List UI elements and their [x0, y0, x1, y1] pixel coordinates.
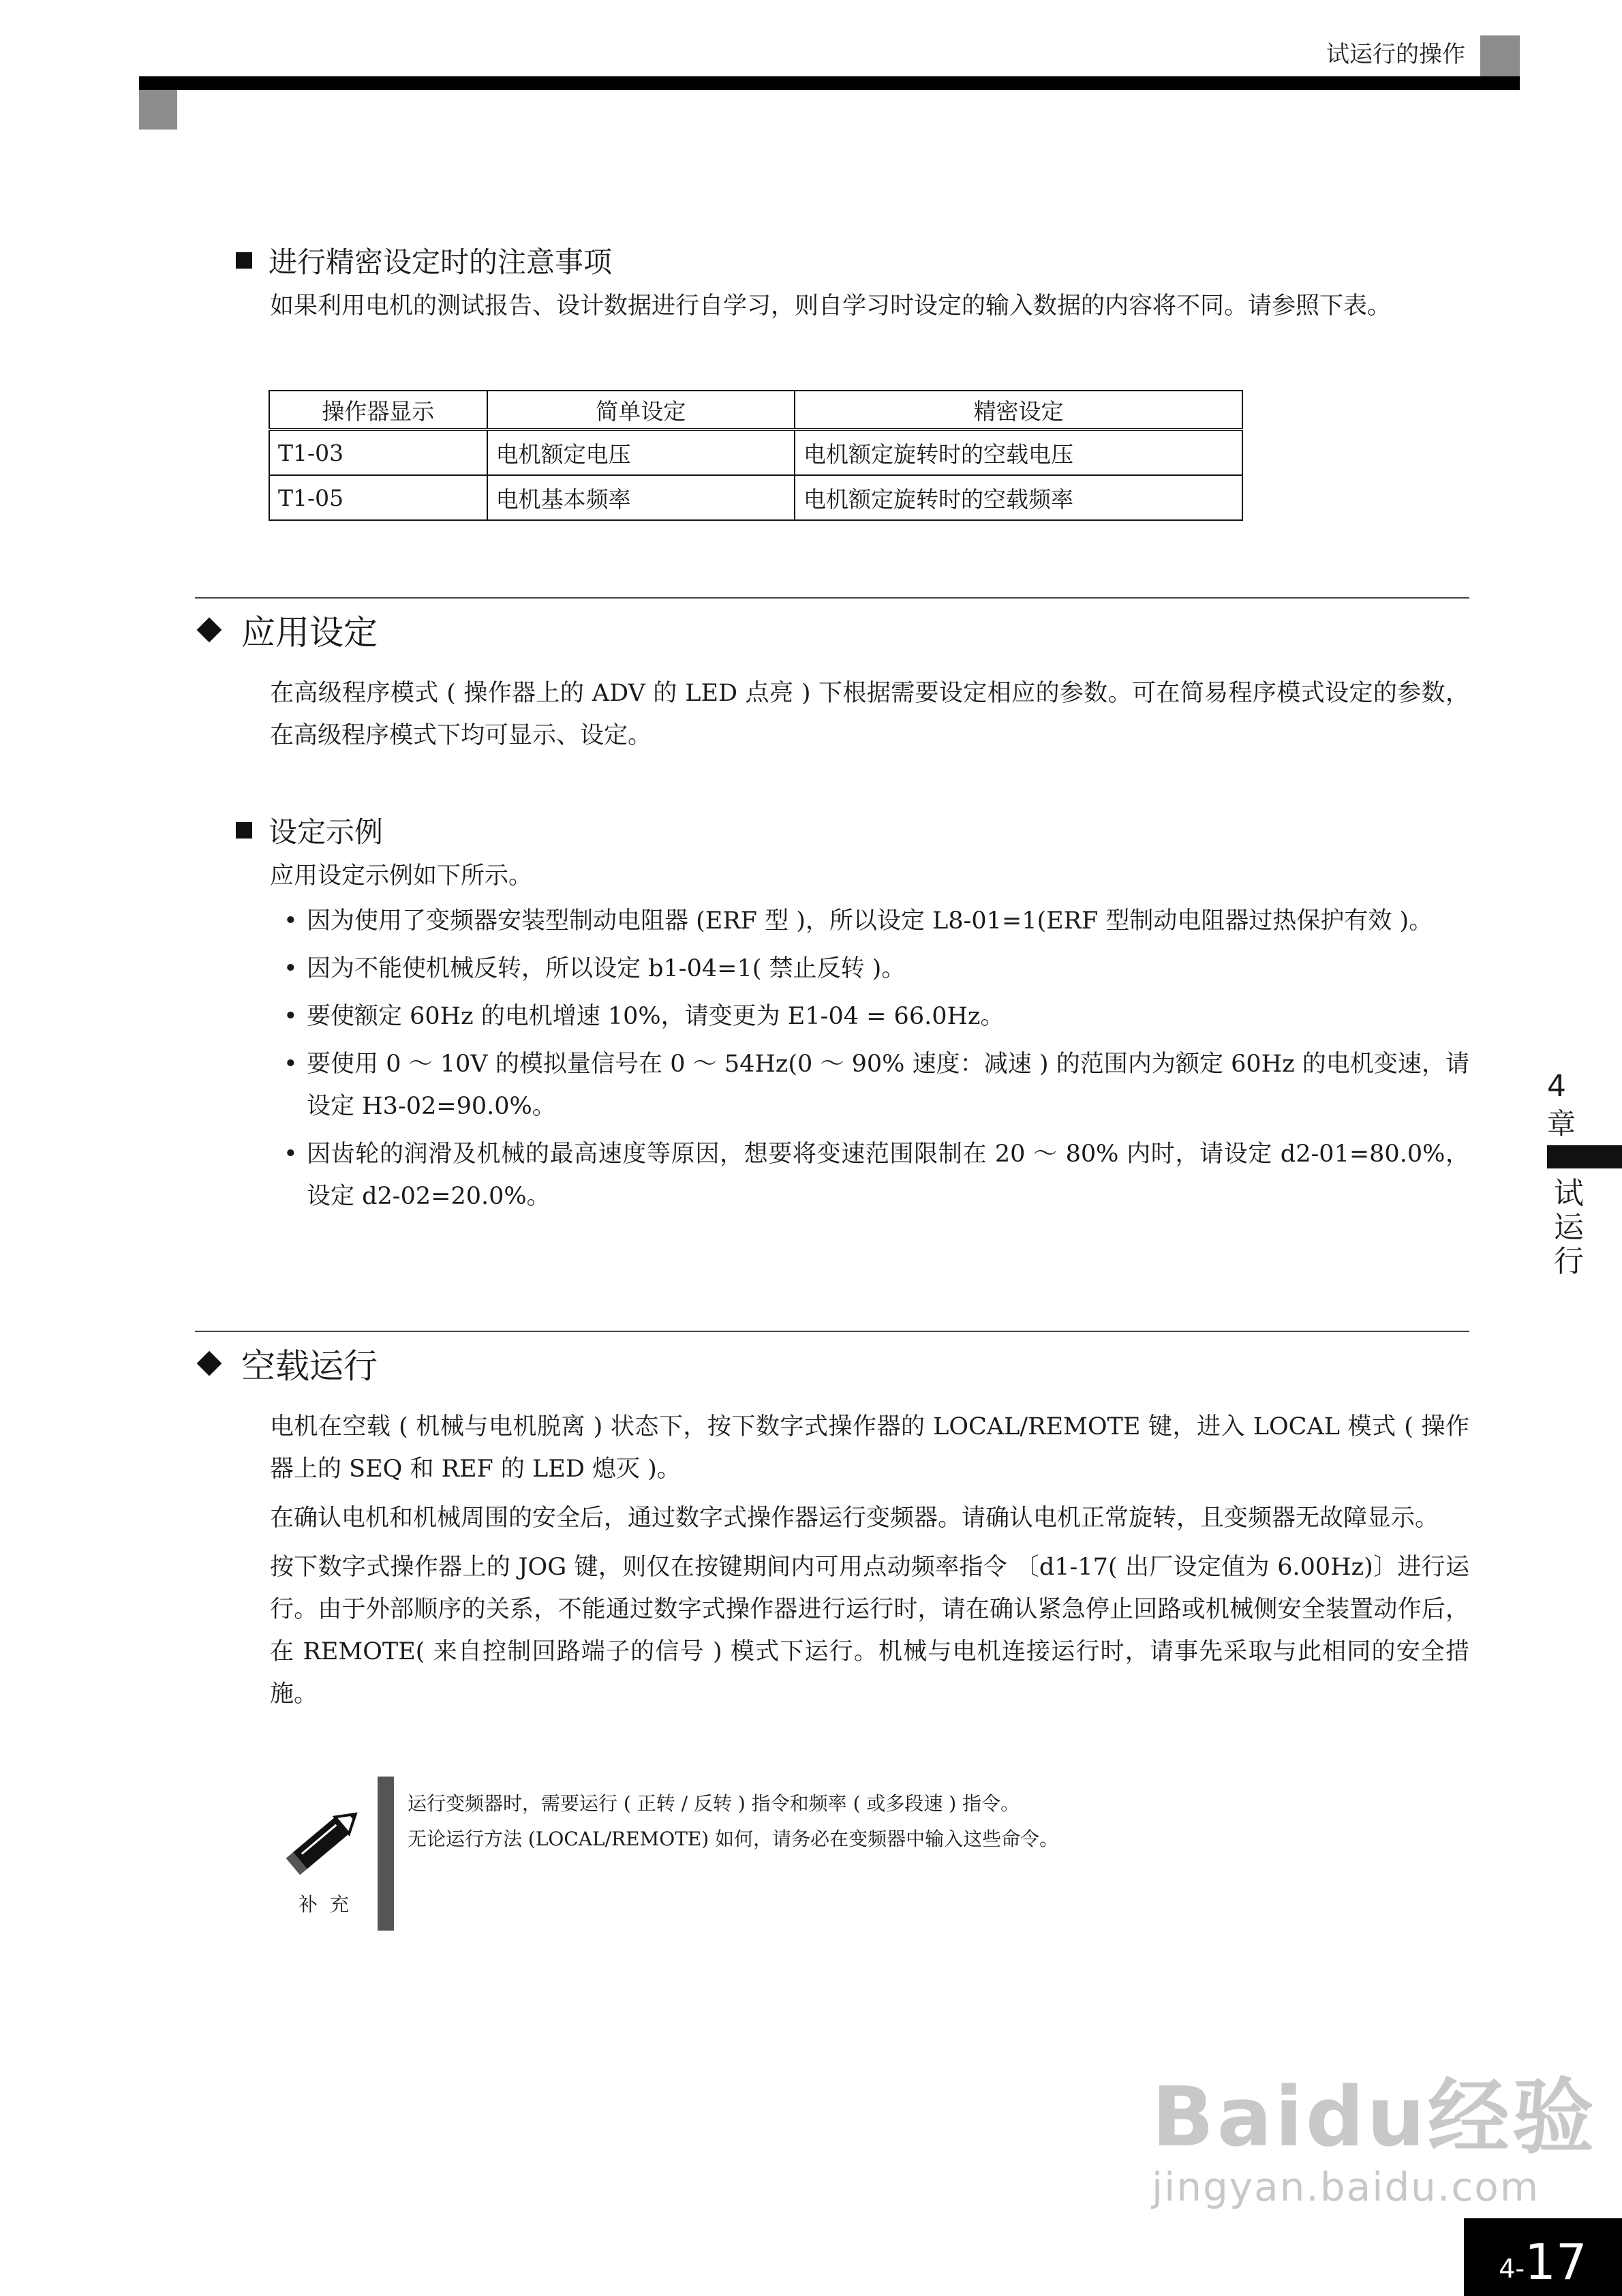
table-cell: 电机额定旋转时的空载频率 [795, 475, 1242, 520]
note-label: 补充 [299, 1893, 362, 1916]
header-title: 试运行的操作 [1326, 41, 1465, 68]
table-header-cell: 精密设定 [795, 391, 1242, 429]
note-line: 无论运行方法 (LOCAL/REMOTE) 如何，请务必在变频器中输入这些命令。 [408, 1828, 1059, 1850]
page-prefix: 4- [1499, 2254, 1525, 2284]
table-cell: 电机额定电压 [487, 429, 795, 475]
pencil-icon [278, 1796, 373, 1884]
app-heading-text: 应用设定 [241, 613, 378, 652]
example-list [284, 900, 1469, 1223]
example-intro: 应用设定示例如下所示。 [270, 862, 533, 890]
table-header-cell: 操作器显示 [269, 391, 487, 429]
table-row [269, 429, 1242, 475]
header-corner-decoration [139, 90, 177, 130]
noload-body: 电机在空载 ( 机械与电机脱离 ) 状态下，按下数字式操作器的 LOCAL/REMOTE 键，进入 LOCAL 模式 ( 操作器上的 SEQ 和 REF 的 LED 熄灭 )。 在确认电机和机械周围的安全后，通过数字式操作器运行变频器。请确认电机正常旋转，且变频器无故障显示。 按下数字式操作器上的 JOG 键，则仅在按键期间内可用点动频率指令 〔d1-17( 出厂设定值为 6.00Hz)〕进行运行。由于外部顺序的关系，不能通过数字式操作器进行运行时，请在确认紧急停止回路或机械侧安全装置动作后，在 REMOTE( 来自控制回路端子的信号 ) 模式下运行。机械与电机连接运行时，请事先采取与此相同的安全措施。 [270, 1413, 1469, 1708]
app-body: 在高级程序模式 ( 操作器上的 ADV 的 LED 点亮 ) 下根据需要设定相应的参数。可在简易程序模式设定的参数，在高级程序模式下均可显示、设定。 [270, 680, 1469, 749]
note-text [408, 1786, 1058, 1857]
chapter-bar [1547, 1145, 1622, 1168]
noload-heading-text: 空载运行 [241, 1346, 378, 1386]
note-line: 运行变频器时，需要运行 ( 正转 / 反转 ) 指令和频率 ( 或多段速 ) 指令。 [408, 1792, 1020, 1815]
list-item: • 要使用 0 ～ 10V 的模拟量信号在 0 ～ 54Hz(0 ～ 90% 速度：减速 ) 的范围内为额定 60Hz 的电机变速，请设定 H3-02=90.0%。 [284, 1043, 1469, 1128]
chapter-title: 试运行 [1554, 1176, 1584, 1279]
section-divider [195, 597, 1469, 599]
list-item: • 因为使用了变频器安装型制动电阻器 (ERF 型 )，所以设定 L8-01=1(ERF 型制动电阻器过热保护有效 )。 [284, 900, 1469, 942]
table-cell: 电机额定旋转时的空载电压 [795, 429, 1242, 475]
bullet-dot-icon: • [284, 907, 298, 935]
chapter-word: 章 [1547, 1107, 1576, 1141]
precision-heading-text: 进行精密设定时的注意事项 [269, 245, 613, 279]
table-cell: 电机基本频率 [487, 475, 795, 520]
bullet-dot-icon: • [284, 1141, 298, 1168]
chapter-number: 4 [1547, 1069, 1566, 1104]
noload-heading [195, 1339, 378, 1388]
precision-table [269, 390, 1243, 521]
page-number: 17 [1525, 2233, 1587, 2291]
square-bullet-icon [236, 822, 252, 839]
table-cell: T1-05 [269, 475, 487, 520]
header-rule [139, 76, 1520, 90]
watermark-brand: Baidu经验 [1152, 2070, 1597, 2165]
table-row [269, 475, 1242, 520]
example-heading [236, 810, 383, 851]
watermark [1152, 2052, 1597, 2210]
list-item: • 因齿轮的润滑及机械的最高速度等原因，想要将变速范围限制在 20 ～ 80% 内时，请设定 d2-01=80.0%，设定 d2-02=20.0%。 [284, 1133, 1469, 1218]
bullet-dot-icon: • [284, 1051, 298, 1078]
precision-heading [236, 240, 612, 281]
app-heading [195, 605, 378, 654]
example-heading-text: 设定示例 [269, 815, 384, 849]
table-header-row [269, 391, 1242, 429]
section-divider [195, 1331, 1469, 1332]
list-item: • 因为不能使机械反转，所以设定 b1-04=1( 禁止反转 )。 [284, 948, 1469, 990]
list-item: • 要使额定 60Hz 的电机增速 10%，请变更为 E1-04 = 66.0Hz。 [284, 995, 1469, 1038]
note-bar [378, 1777, 394, 1931]
diamond-bullet-icon [197, 1351, 222, 1376]
precision-intro: 如果利用电机的测试报告、设计数据进行自学习，则自学习时设定的输入数据的内容将不同。请参照下表。 [270, 292, 1392, 320]
bullet-dot-icon: • [284, 1003, 298, 1030]
watermark-url: jingyan.baidu.com [1152, 2164, 1540, 2210]
square-bullet-icon [236, 252, 252, 269]
bullet-dot-icon: • [284, 955, 298, 982]
header-tab-decoration [1480, 35, 1520, 76]
diamond-bullet-icon [197, 618, 222, 643]
table-cell: T1-03 [269, 429, 487, 475]
page-number-box [1464, 2218, 1622, 2296]
table-header-cell: 简单设定 [487, 391, 795, 429]
